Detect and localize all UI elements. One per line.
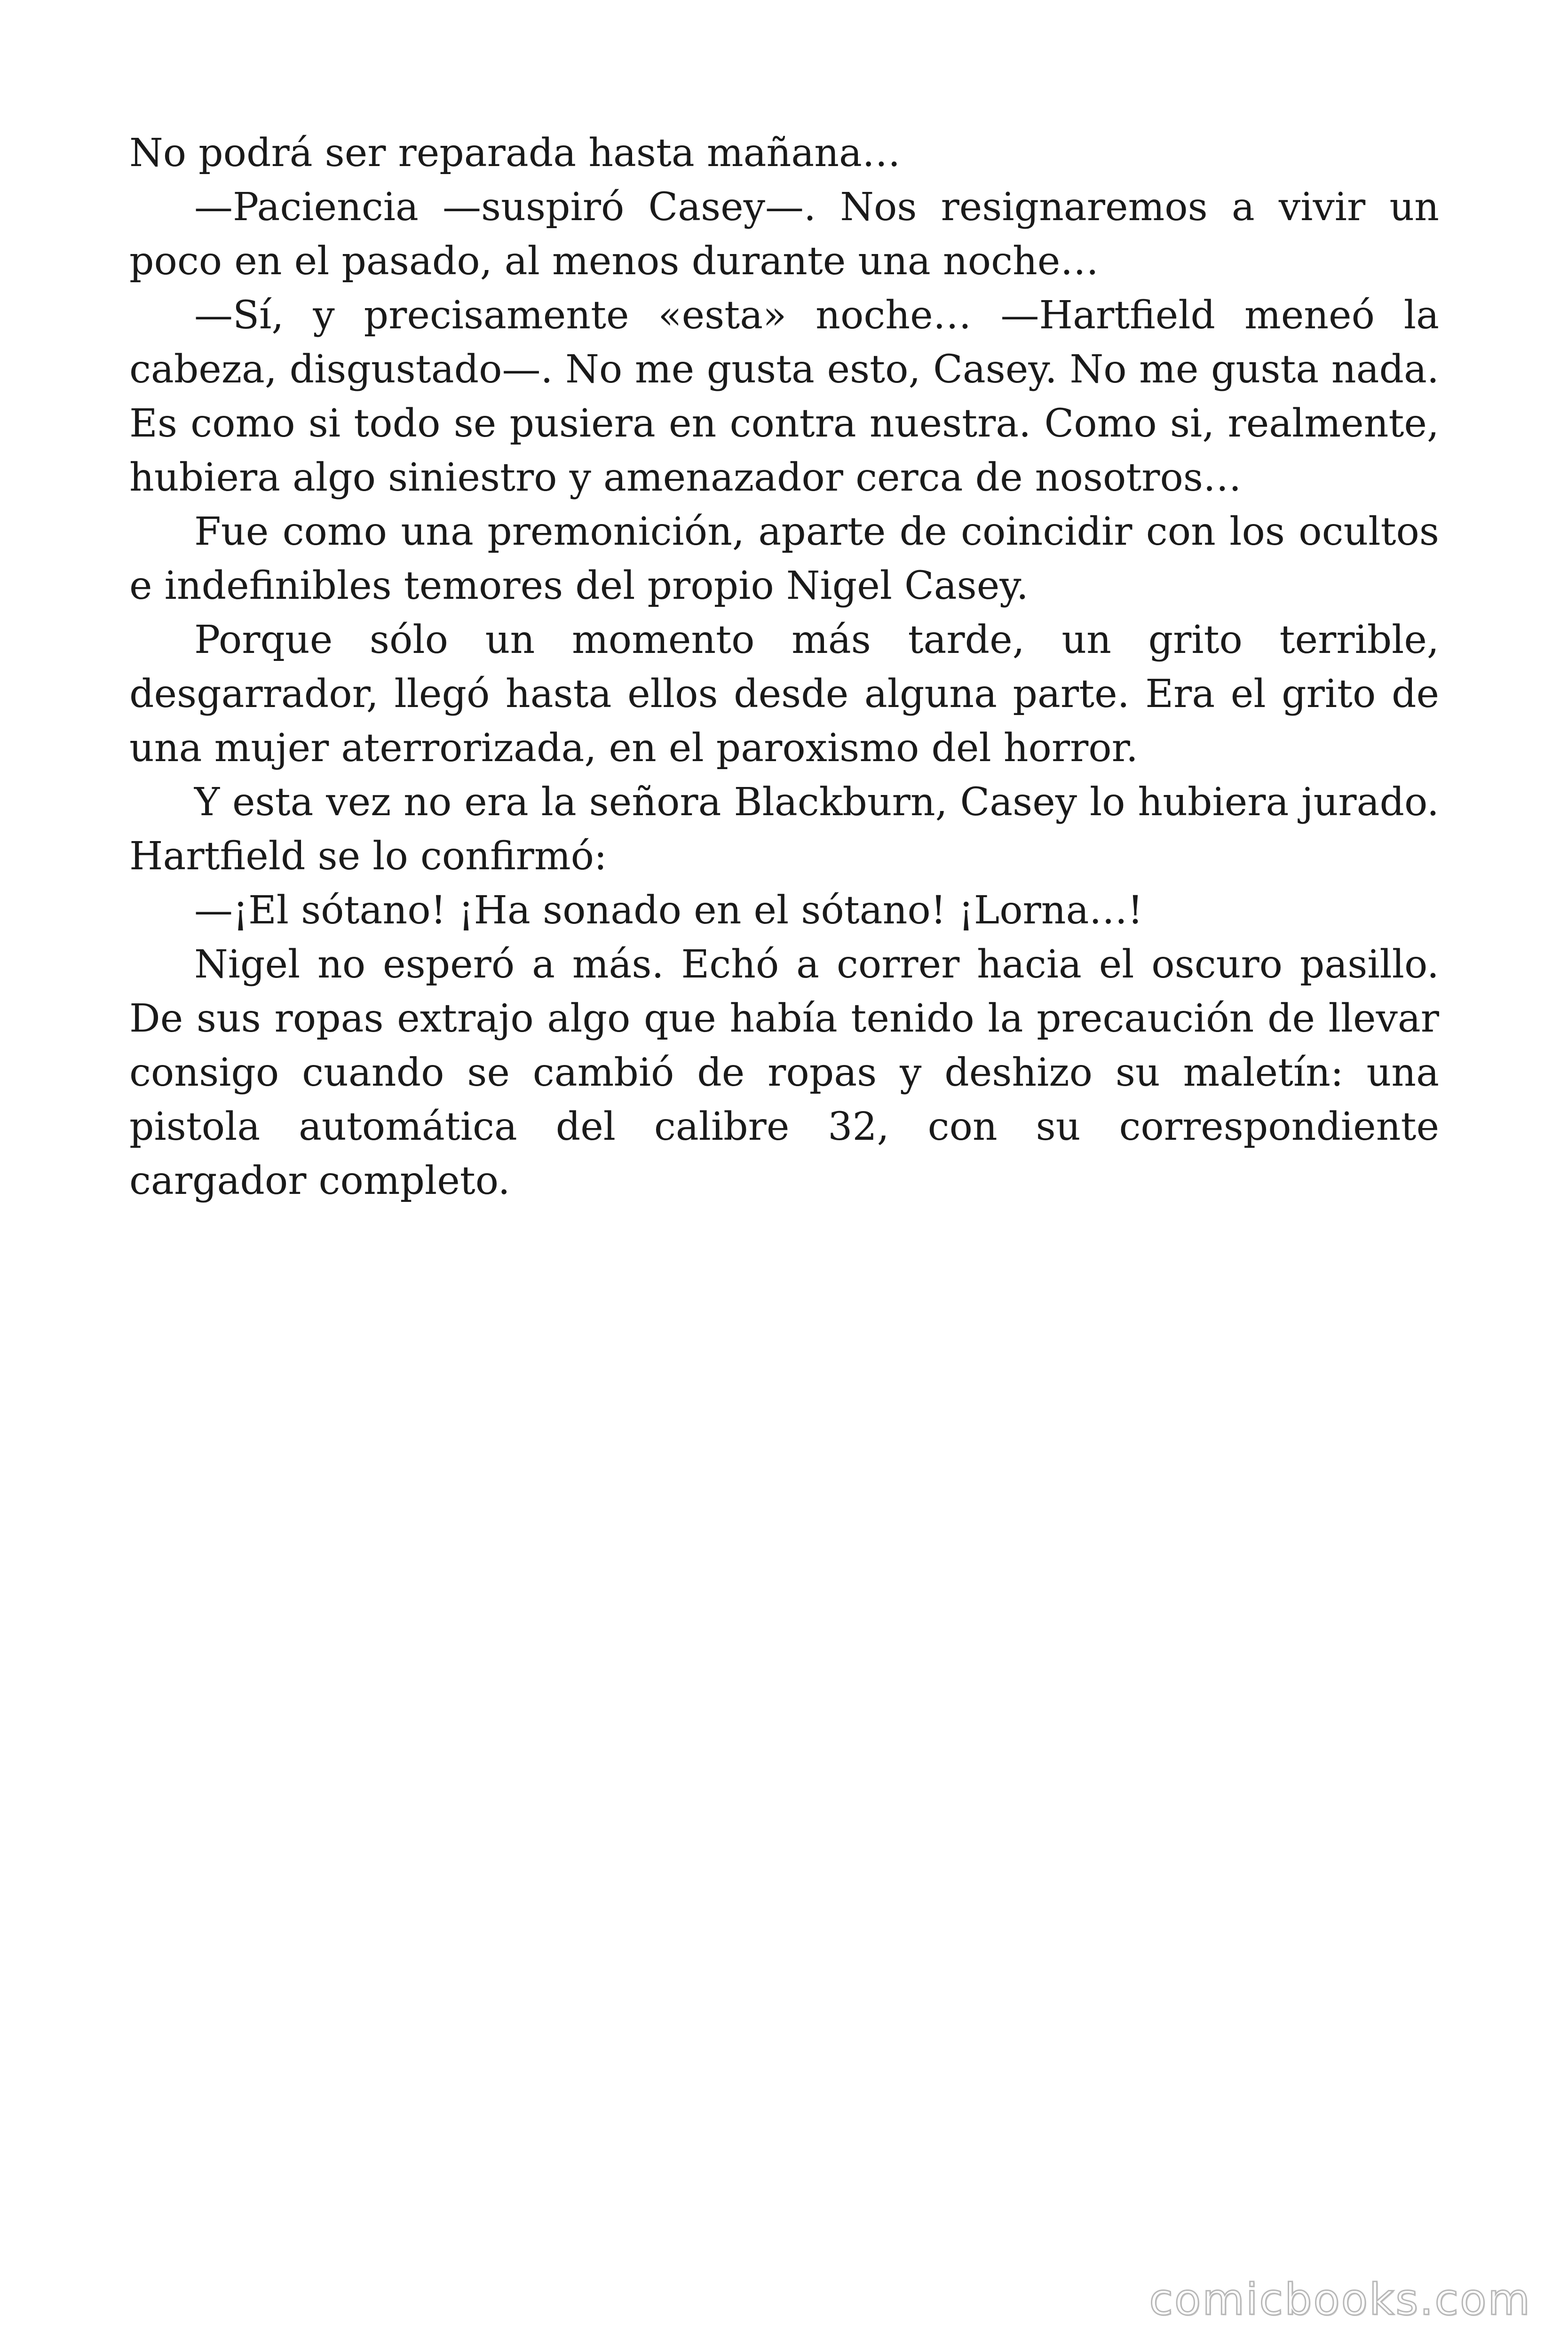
body-text <box>129 126 1439 1208</box>
watermark: comicbooks.com <box>1149 2274 1531 2325</box>
paragraph: —Sí, y precisamente «esta» noche… —Hartfield meneó la cabeza, disgustado—. No me gusta esto, Casey. No me gusta nada. Es como si todo se pusiera en contra nuestra. Como si, realmente, hubiera algo siniestro y amenazador cerca de nosotros… <box>129 293 1439 500</box>
paragraph: Fue como una premonición, aparte de coincidir con los ocultos e indefinibles temores del propio Nigel Casey. <box>129 509 1439 608</box>
paragraph: Y esta vez no era la señora Blackburn, Casey lo hubiera jurado. Hartfield se lo confirmó: <box>129 780 1439 879</box>
paragraph: —Paciencia —suspiró Casey—. Nos resignaremos a vivir un poco en el pasado, al menos durante una noche… <box>129 185 1439 284</box>
paragraph: No podrá ser reparada hasta mañana… <box>129 131 901 175</box>
paragraph: Porque sólo un momento más tarde, un grito terrible, desgarrador, llegó hasta ellos desde alguna parte. Era el grito de una mujer aterrorizada, en el paroxismo del horror. <box>129 618 1439 771</box>
paragraph: Nigel no esperó a más. Echó a correr hacia el oscuro pasillo. De sus ropas extrajo algo que había tenido la precaución de llevar consigo cuando se cambió de ropas y deshizo su maletín: una pistola automática del calibre 32, con su correspondiente cargador completo. <box>129 942 1439 1203</box>
paragraph: —¡El sótano! ¡Ha sonado en el sótano! ¡Lorna…! <box>194 888 1143 933</box>
